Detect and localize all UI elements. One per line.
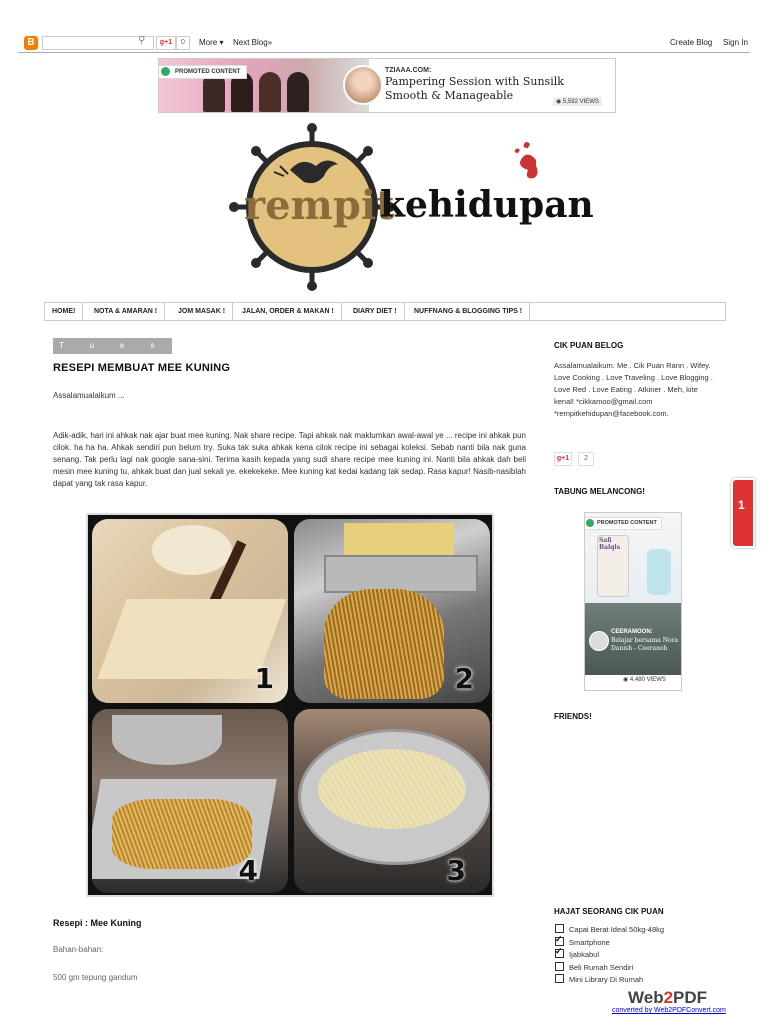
wishlist-label: Smartphone	[569, 937, 610, 947]
wishlist-item[interactable]	[555, 937, 664, 950]
side-ad-views-count: 4,480 VIEWS	[629, 677, 666, 683]
checkbox-checked-icon	[555, 949, 564, 958]
side-ad-title: Belajar bersama Nora Danish - Ceeranoh	[611, 637, 679, 652]
menu-item-nuffnang[interactable]: NUFFNANG & BLOGGING TIPS !	[407, 303, 530, 320]
web2pdf-logo-a: Web	[628, 988, 664, 1007]
web2pdf-logo-c: PDF	[673, 988, 708, 1007]
web2pdf-logo-b: 2	[663, 988, 674, 1007]
side-ad-views	[623, 676, 666, 683]
side-ad-source: CEERAMOON:	[611, 629, 653, 635]
wishlist	[555, 924, 664, 987]
menu-item-jalan[interactable]: JALAN, ORDER & MAKAN !	[235, 303, 342, 320]
more-menu[interactable]	[199, 38, 223, 47]
sidebar-tabung-heading: TABUNG MELANCONG!	[554, 487, 645, 496]
create-blog-link[interactable]: Create Blog	[670, 38, 713, 47]
web2pdf-logo	[628, 988, 707, 1008]
post-body: Adik-adik, hari ini ahkak nak ajar buat mee kuning. Nak share recipe. Tapi ahkak nak maklumkan awal-awal ye ... recipe ini ahkak pun cilok. ha ha ha. Ahkak sendiri pun belum try. Suka tak suka ahkak kena cilok recipe ini sebagai koleksi. Sebab nanti bila nak guna senang. Tak perlu lagi nak google sana-sini. Terima kasih kepada yang sudi share recipe mee kuning ini. Nanti bila ahkak dah beli mesin mee kuning tu, ahkak buat dan jual sekali ye. ekekekeke. Mee kuning kat kedai kadang tak sedap. Rasa kapur! Nasib-nasiblah dapat yang tak rasa kapur.	[53, 431, 526, 488]
follow-tab-label: 1	[738, 498, 745, 512]
side-ad-tag-label: PROMOTED CONTENT	[597, 520, 657, 526]
wishlist-item[interactable]	[555, 924, 664, 937]
next-blog-link[interactable]: Next Blog»	[233, 38, 273, 47]
blogger-logo-icon[interactable]: B	[24, 36, 38, 50]
wishlist-item[interactable]	[555, 962, 664, 975]
web2pdf-watermark[interactable]	[612, 988, 742, 1018]
photo-number-4: 4	[238, 854, 258, 887]
promo-views	[553, 97, 602, 106]
checkbox-icon	[555, 962, 564, 971]
photo-boiling-pot	[294, 709, 490, 893]
chevron-down-icon: ▾	[217, 38, 224, 47]
post-title[interactable]: RESEPI MEMBUAT MEE KUNING	[53, 362, 231, 374]
wishlist-label: Capai Berat Ideal 50kg-48kg	[569, 925, 665, 934]
wishlist-label: Ijabkabul	[569, 950, 600, 959]
wishlist-item[interactable]	[555, 949, 664, 962]
promo-thumbnail	[343, 65, 383, 105]
post-intro: Assalamualaikum ...	[53, 391, 125, 400]
promo-views-count: 5,592 VIEWS	[562, 99, 599, 105]
promo-logo-icon	[586, 519, 594, 527]
blog-header-logo[interactable]	[218, 122, 594, 292]
sidebar-hajat-heading: HAJAT SEORANG CIK PUAN	[554, 907, 664, 916]
photo-number-1: 1	[254, 662, 274, 695]
checkbox-icon	[555, 974, 564, 983]
sidebar-gplus-button[interactable]: g+1	[554, 452, 572, 466]
recipe-heading: Resepi : Mee Kuning	[53, 918, 142, 928]
promo-source: TZIAAA.COM:	[385, 67, 432, 74]
promo-title[interactable]: Pampering Session with Sunsilk Smooth & Manageable	[385, 75, 564, 102]
menu-item-diary-diet[interactable]: DIARY DIET !	[346, 303, 405, 320]
photo-number-2: 2	[454, 662, 474, 695]
sidebar-friends-heading: FRIENDS!	[554, 712, 592, 721]
main-menu	[44, 302, 726, 321]
side-ad-person-photo	[585, 603, 681, 675]
photo-noodles-tray	[92, 709, 288, 893]
logo-word-rempit: rempit	[244, 182, 395, 229]
search-icon[interactable]: ⚲	[138, 35, 146, 46]
photo-number-3: 3	[446, 854, 466, 887]
follow-side-tab[interactable]	[731, 478, 755, 548]
ingredients-label: Bahan-bahan:	[53, 945, 104, 954]
eye-icon: ◉	[623, 677, 630, 683]
promoted-content-ad[interactable]	[158, 58, 616, 113]
sidebar-about-heading: CIK PUAN BELOG	[554, 341, 624, 350]
wishlist-item[interactable]	[555, 974, 664, 987]
side-ad-brand: Safi Balqis	[599, 537, 621, 551]
side-ad-promoted-tag	[585, 517, 662, 530]
menu-item-home[interactable]: HOME!	[45, 303, 83, 320]
post-date: Tuesd	[53, 338, 172, 354]
sign-in-link[interactable]: Sign In	[723, 38, 748, 47]
wishlist-label: Beli Rumah Sendiri	[569, 962, 634, 972]
wishlist-label: Mini Library Di Rumah	[569, 975, 644, 984]
photo-pasta-machine	[294, 519, 490, 703]
menu-item-nota[interactable]: NOTA & AMARAN !	[87, 303, 165, 320]
mee-kuning-photo-collage	[86, 513, 494, 897]
eye-icon: ◉	[556, 99, 563, 105]
promoted-content-tag	[159, 65, 247, 79]
promo-tag-label: PROMOTED CONTENT	[175, 69, 241, 75]
gplus-count: 0	[176, 36, 190, 50]
sidebar-about-text: Assalamualaikum. Me . Cik Puan Rann . Wifey. Love Cooking . Love Traveling . Love Blogging . Love Red . Love Eating . Atkiner . Meh, kite kenal! *cikkamoo@gmail.com *rempitkehidupan@facebook.com.	[554, 361, 713, 418]
sidebar-gplus-count: 2	[578, 452, 594, 466]
blogger-navbar	[18, 34, 750, 53]
more-label: More	[199, 38, 218, 47]
menu-item-jom-masak[interactable]: JOM MASAK !	[171, 303, 233, 320]
ingredient-item: 500 gm tepung gandum	[53, 973, 138, 982]
gplus-button[interactable]: g+1	[156, 36, 176, 50]
sidebar-promoted-ad[interactable]	[584, 512, 682, 691]
logo-word-kehidupan: kehidupan	[380, 184, 594, 226]
promo-logo-icon	[161, 67, 170, 76]
photo-dough-sheet	[92, 519, 288, 703]
web2pdf-link[interactable]: converted by Web2PDFConvert.com	[612, 1007, 726, 1014]
